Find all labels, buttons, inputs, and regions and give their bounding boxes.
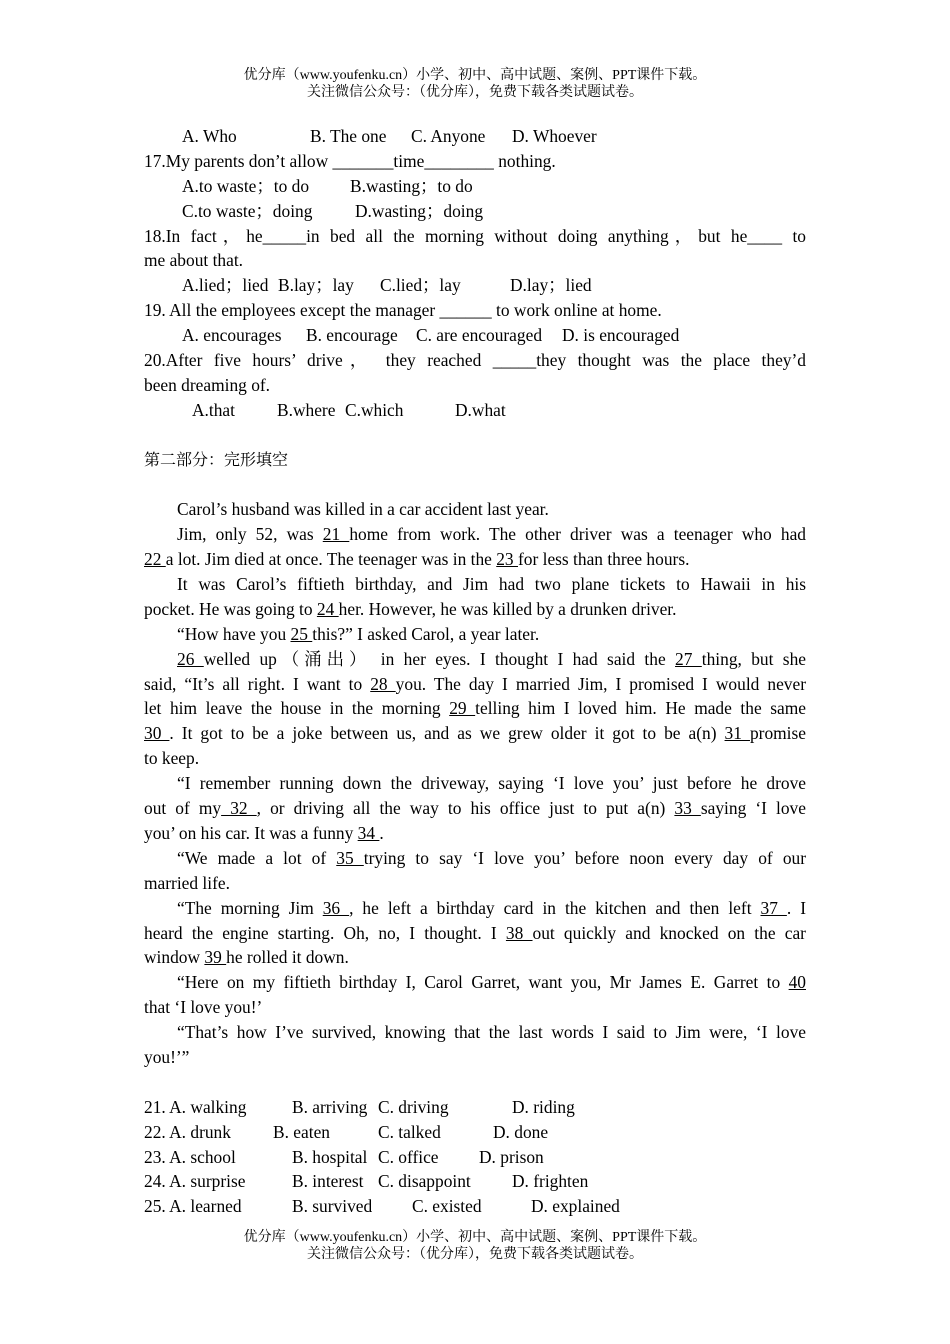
q19-options [144, 323, 806, 348]
blank-31: 31 [724, 723, 750, 744]
q18-option-a: A.lied；lied [182, 275, 269, 296]
blank-27: 27 [675, 648, 702, 669]
q18-option-c: C.lied；lay [380, 275, 461, 296]
passage-p5-line-2: said, “It’s all right. I want to 28 you. The day I married Jim, I promised I would never [144, 673, 807, 694]
answer-23-b: B. hospital [292, 1146, 368, 1167]
q20-option-b: B.where [277, 399, 336, 420]
q20-options [144, 398, 806, 423]
q19-option-b: B. encourage [306, 325, 398, 346]
blank-36: 36 [322, 897, 350, 918]
q20-option-c: C.which [345, 399, 404, 420]
header-line-2: 关注微信公众号：（优分库），免费下载各类试题试卷。 [307, 85, 643, 100]
q19-option-a: A. encourages [182, 325, 282, 346]
answer-25-a: 25. A. learned [144, 1196, 242, 1217]
blank-22: 22 [144, 549, 166, 570]
q20-stem-line-2: been dreaming of. [144, 374, 271, 395]
answer-21-a: 21. A. walking [144, 1096, 247, 1117]
passage-p7-line-1: “We made a lot of 35 trying to say ‘I love you’ before noon every day of our [177, 847, 806, 868]
q16-option-d: D. Whoever [512, 126, 597, 146]
blank-24: 24 [316, 598, 339, 619]
answer-25-c: C. existed [412, 1196, 482, 1217]
q18-option-b: B.lay；lay [278, 275, 354, 296]
blank-38: 38 [505, 922, 533, 943]
answer-25-b: B. survived [292, 1196, 373, 1217]
answer-23-a: 23. A. school [144, 1146, 236, 1167]
q18-stem-line-2: me about that. [144, 250, 244, 271]
passage-p10-line-1: “That’s how I’ve survived, knowing that the last words I said to Jim were, ‘I love [177, 1022, 806, 1043]
blank-34: 34 [357, 822, 380, 843]
passage-p6-line-1: “I remember running down the driveway, saying ‘I love you’ just before he drove [177, 773, 806, 794]
q17-options-row-2 [144, 199, 806, 224]
answer-24-c: C. disappoint [378, 1171, 471, 1192]
answer-row-25 [144, 1194, 806, 1219]
footer-line-2: 关注微信公众号：（优分库），免费下载各类试题试卷。 [307, 1247, 643, 1262]
answer-row-21 [144, 1095, 806, 1120]
passage-p6-line-2: out of my 32 , or driving all the way to his office just to put a(n) 33 saying ‘I love [144, 798, 806, 819]
answer-22-d: D. done [493, 1121, 549, 1142]
passage-p2-line-2: 22 a lot. Jim died at once. The teenager was in the 23 for less than three hours. [144, 549, 690, 570]
passage-p6-line-3: you’ on his car. It was a funny 34 . [144, 822, 384, 843]
passage-p8-line-2: heard the engine starting. Oh, no, I thought. I 38 out quickly and knocked on the car [144, 922, 806, 943]
answer-22-a: 22. A. drunk [144, 1121, 231, 1142]
passage-p2-line-1: Jim, only 52, was 21 home from work. The other driver was a teenager who had [177, 524, 806, 545]
answer-21-b: B. arriving [292, 1096, 368, 1117]
blank-40: 40 [788, 972, 806, 993]
answer-22-c: C. talked [378, 1121, 441, 1142]
passage-p3-line-1: It was Carol’s fiftieth birthday, and Jim had two plane tickets to Hawaii in his [177, 574, 806, 595]
blank-30: 30 [144, 723, 170, 744]
passage-p1: Carol’s husband was killed in a car accident last year. [177, 499, 549, 520]
page-footer [0, 1229, 950, 1263]
q16-option-c: C. Anyone [411, 126, 486, 146]
blank-39: 39 [204, 947, 227, 968]
page-header [0, 67, 950, 101]
document-body [144, 124, 806, 1219]
q17-options-row-1 [144, 174, 806, 199]
passage-p9-line-1: “Here on my fiftieth birthday I, Carol Garret, want you, Mr James E. Garret to 40 [177, 972, 806, 993]
q19-option-d: D. is encouraged [562, 325, 680, 346]
blank-35: 35 [336, 847, 364, 868]
blank-32: 32 [221, 798, 257, 819]
q16-option-b: B. The one [310, 126, 387, 146]
header-line-1: 优分库（www.youfenku.cn）小学、初中、高中试题、案例、PPT课件下载。 [243, 68, 707, 83]
blank-25: 25 [290, 623, 313, 644]
answer-row-22 [144, 1120, 806, 1145]
blank-28: 28 [370, 673, 396, 694]
q18-options [144, 273, 806, 298]
blank-26: 26 [177, 648, 204, 669]
q17-option-c: C.to waste；doing [182, 200, 313, 221]
blank-21: 21 [322, 524, 350, 545]
answer-23-d: D. prison [479, 1146, 544, 1167]
passage-p7-line-2: married life. [144, 872, 230, 893]
passage-p8-line-1: “The morning Jim 36 , he left a birthday card in the kitchen and then left 37 . I [177, 897, 806, 918]
passage-p5-line-4: 30 . It got to be a joke between us, and as we grew older it got to be a(n) 31 promise [144, 723, 806, 744]
answer-24-d: D. frighten [512, 1171, 589, 1192]
q17-option-a: A.to waste；to do [182, 175, 310, 196]
q20-stem-line-1: 20.After five hours’ drive， they reached _____they thought was the place they’d [144, 350, 806, 371]
q20-option-a: A.that [192, 399, 235, 420]
blank-37: 37 [760, 897, 787, 918]
passage-p10-line-2: you!’” [144, 1046, 190, 1067]
q18-stem-line-1: 18.In fact，he_____in bed all the morning without doing anything，but he____ to [144, 225, 806, 246]
answer-21-d: D. riding [512, 1096, 575, 1117]
passage-p8-line-3: window 39 he rolled it down. [144, 947, 349, 968]
passage-p5-line-3: let him leave the house in the morning 29 telling him I loved him. He made the same [144, 698, 806, 719]
q17-stem: 17.My parents don’t allow _______time________ nothing. [144, 150, 556, 171]
q20-option-d: D.what [455, 399, 506, 420]
answer-23-c: C. office [378, 1146, 439, 1167]
q16-option-a: A. Who [182, 126, 237, 146]
answer-24-b: B. interest [292, 1171, 364, 1192]
passage-p4: “How have you 25 this?” I asked Carol, a year later. [177, 623, 540, 644]
answer-25-d: D. explained [531, 1196, 620, 1217]
answer-row-23 [144, 1145, 806, 1170]
answer-24-a: 24. A. surprise [144, 1171, 246, 1192]
q19-option-c: C. are encouraged [416, 325, 543, 346]
passage-p3-line-2: pocket. He was going to 24 her. However, he was killed by a drunken driver. [144, 598, 677, 619]
q17-option-b: B.wasting；to do [350, 175, 473, 196]
section-title-cloze: 第二部分：完形填空 [144, 449, 289, 469]
q17-option-d: D.wasting；doing [355, 200, 484, 221]
footer-line-1: 优分库（www.youfenku.cn）小学、初中、高中试题、案例、PPT课件下载。 [243, 1230, 707, 1245]
passage-p5-line-1: 26 welled up（涌出） in her eyes. I thought I had said the 27 thing, but she [177, 648, 806, 669]
blank-29: 29 [449, 698, 476, 719]
q19-stem: 19. All the employees except the manager ______ to work online at home. [144, 300, 662, 321]
answer-21-c: C. driving [378, 1096, 449, 1117]
answer-22-b: B. eaten [273, 1121, 330, 1142]
q16-options [144, 124, 806, 149]
q18-option-d: D.lay；lied [510, 275, 592, 296]
answer-row-24 [144, 1169, 806, 1194]
passage-p5-line-5: to keep. [144, 748, 200, 769]
blank-23: 23 [496, 549, 518, 570]
blank-33: 33 [674, 798, 701, 819]
passage-p9-line-2: that ‘I love you!’ [144, 997, 263, 1018]
